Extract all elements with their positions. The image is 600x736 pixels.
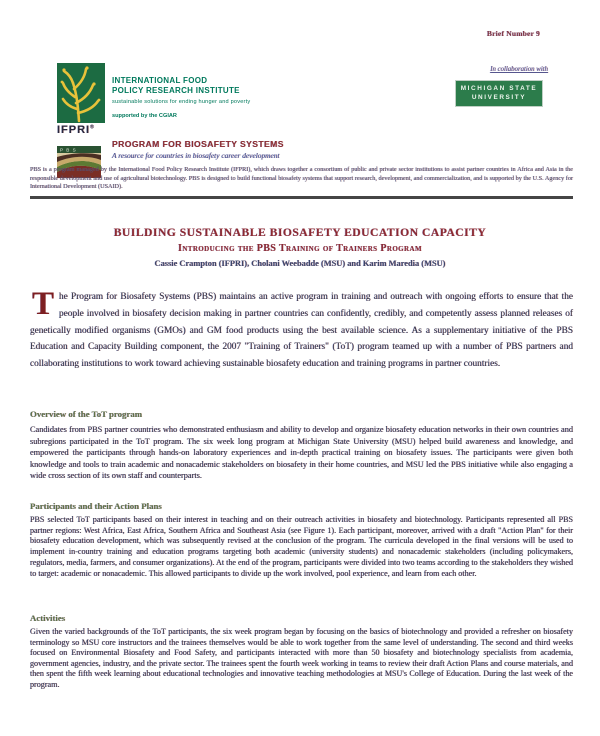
collaboration-label: In collaboration with [490,66,548,73]
pbs-program-name: PROGRAM FOR BIOSAFETY SYSTEMS [112,139,284,149]
ifpri-acronym: IFPRI [57,124,91,136]
section-heading-overview: Overview of the ToT program [30,409,143,419]
section-heading-activities: Activities [30,613,66,623]
brief-number: Brief Number 9 [486,29,540,38]
intro-paragraph [30,286,573,373]
svg-text:P B S: P B S [60,147,77,153]
ifpri-wordmark [57,124,105,136]
drop-cap: T [32,286,55,322]
intro-text: he Program for Biosafety Systems (PBS) maintains an active program in training and outreach with ongoing efforts to ensure that the people involved in biosafety decision making in partner countries can confidently, credibly, and competently assess planned releases of genetically modified organisms (GMOs) and GM food products using the best available science. As a supplementary initiative of the PBS Education and Capacity Building component, the 2007 "Training of Trainers" (ToT) program teamed up with a number of PBS partners and collaborating institutions to work toward achieving sustainable biosafety education and training programs in partner countries. [30,292,573,370]
divider-rule [30,196,573,199]
ifpri-logo-block [57,63,105,136]
pbs-disclaimer: PBS is a program managed by the International Food Policy Research Institute (IFPRI), which draws together a consortium of public and private sector institutions to assist partner countries in Africa and Asia in the responsible development and use of agricultural biotechnology. PBS is designed to build functional biosafety systems that support research, development, and commercialization, and is supported by the U.S. Agency for International Development (USAID). [30,166,573,191]
registered-mark: ® [90,124,95,131]
article-subtitle: Introducing the PBS Training of Trainers Program [178,243,422,254]
ifpri-name-line2: POLICY RESEARCH INSTITUTE [112,86,240,95]
article-byline: Cassie Crampton (IFPRI), Cholani Weebadde (MSU) and Karim Maredia (MSU) [154,259,446,268]
ifpri-logo [57,63,105,123]
ifpri-support-line: supported by the CGIAR [112,113,177,119]
article-title: BUILDING SUSTAINABLE BIOSAFETY EDUCATION CAPACITY [113,226,487,239]
section-paragraph-participants: PBS selected ToT participants based on their interest in teaching and on their outreach activities in biosafety and biotechnology. Participants represented all PBS partner regions: West Africa, East Africa, Southern Africa and Southeast Asia (see Figure 1). Each participant, moreover, arrived with a draft "Action Plan" for their biosafety education development, which was subsequently revised at the conclusion of the program. The curricula developed in the final versions will be used to implement in-country training and education programs targeting both academic (university students) and nonacademic stakeholders (including policymakers, regulators, media, farmers, and consumer organizations). At the end of the program, participants were divided into two teams according to the stakeholders they wished to target: academic or nonacademic. This allowed participants to divide up the work involved, pool experience, and learn from each other. [30,515,573,578]
msu-line2: UNIVERSITY [471,93,527,101]
section-paragraph-activities: Given the varied backgrounds of the ToT participants, the six week program began by focusing on the basics of biotechnology and provided a refresher on biosafety terminology so MSU core instructors and the trainees themselves would be able to work together from the same level of understanding. The second and third weeks focused on Environmental Biosafety and Food Safety, and participants interacted with more than 50 biosafety and biotechnology specialists from academia, government agencies, industry, and the private sector. The trainees spent the fourth week working in teams to review their draft Action Plans and course materials, and then spent the fifth week learning about educational technologies and innovative teaching methodologies at MSU's College of Education. During the last week of the program. [30,627,573,689]
msu-line1: MICHIGAN STATE [460,85,538,92]
ifpri-text-block [112,76,250,119]
ifpri-tagline: sustainable solutions for ending hunger and poverty [112,99,251,105]
msu-logo [455,80,543,107]
ifpri-name-line1: INTERNATIONAL FOOD [112,76,208,85]
section-heading-participants: Participants and their Action Plans [30,501,162,511]
pbs-tagline: A resource for countries in biosafety career development [112,151,280,160]
section-paragraph-overview: Candidates from PBS partner countries who demonstrated enthusiasm and ability to develop and organize biosafety education networks in their own countries and subregions participated in the ToT program. The six week long program at Michigan State University (MSU) helped build awareness and knowledge, and empowered the participants through hands-on laboratory experiences and in-depth practical training on biosafety issues. The participants were given both knowledge and tools to train academic and nonacademic stakeholders on biosafety in their home countries, and MSU led the PBS initiative while also engaging a wide cross section of its own staff and counterparts. [30,425,573,481]
